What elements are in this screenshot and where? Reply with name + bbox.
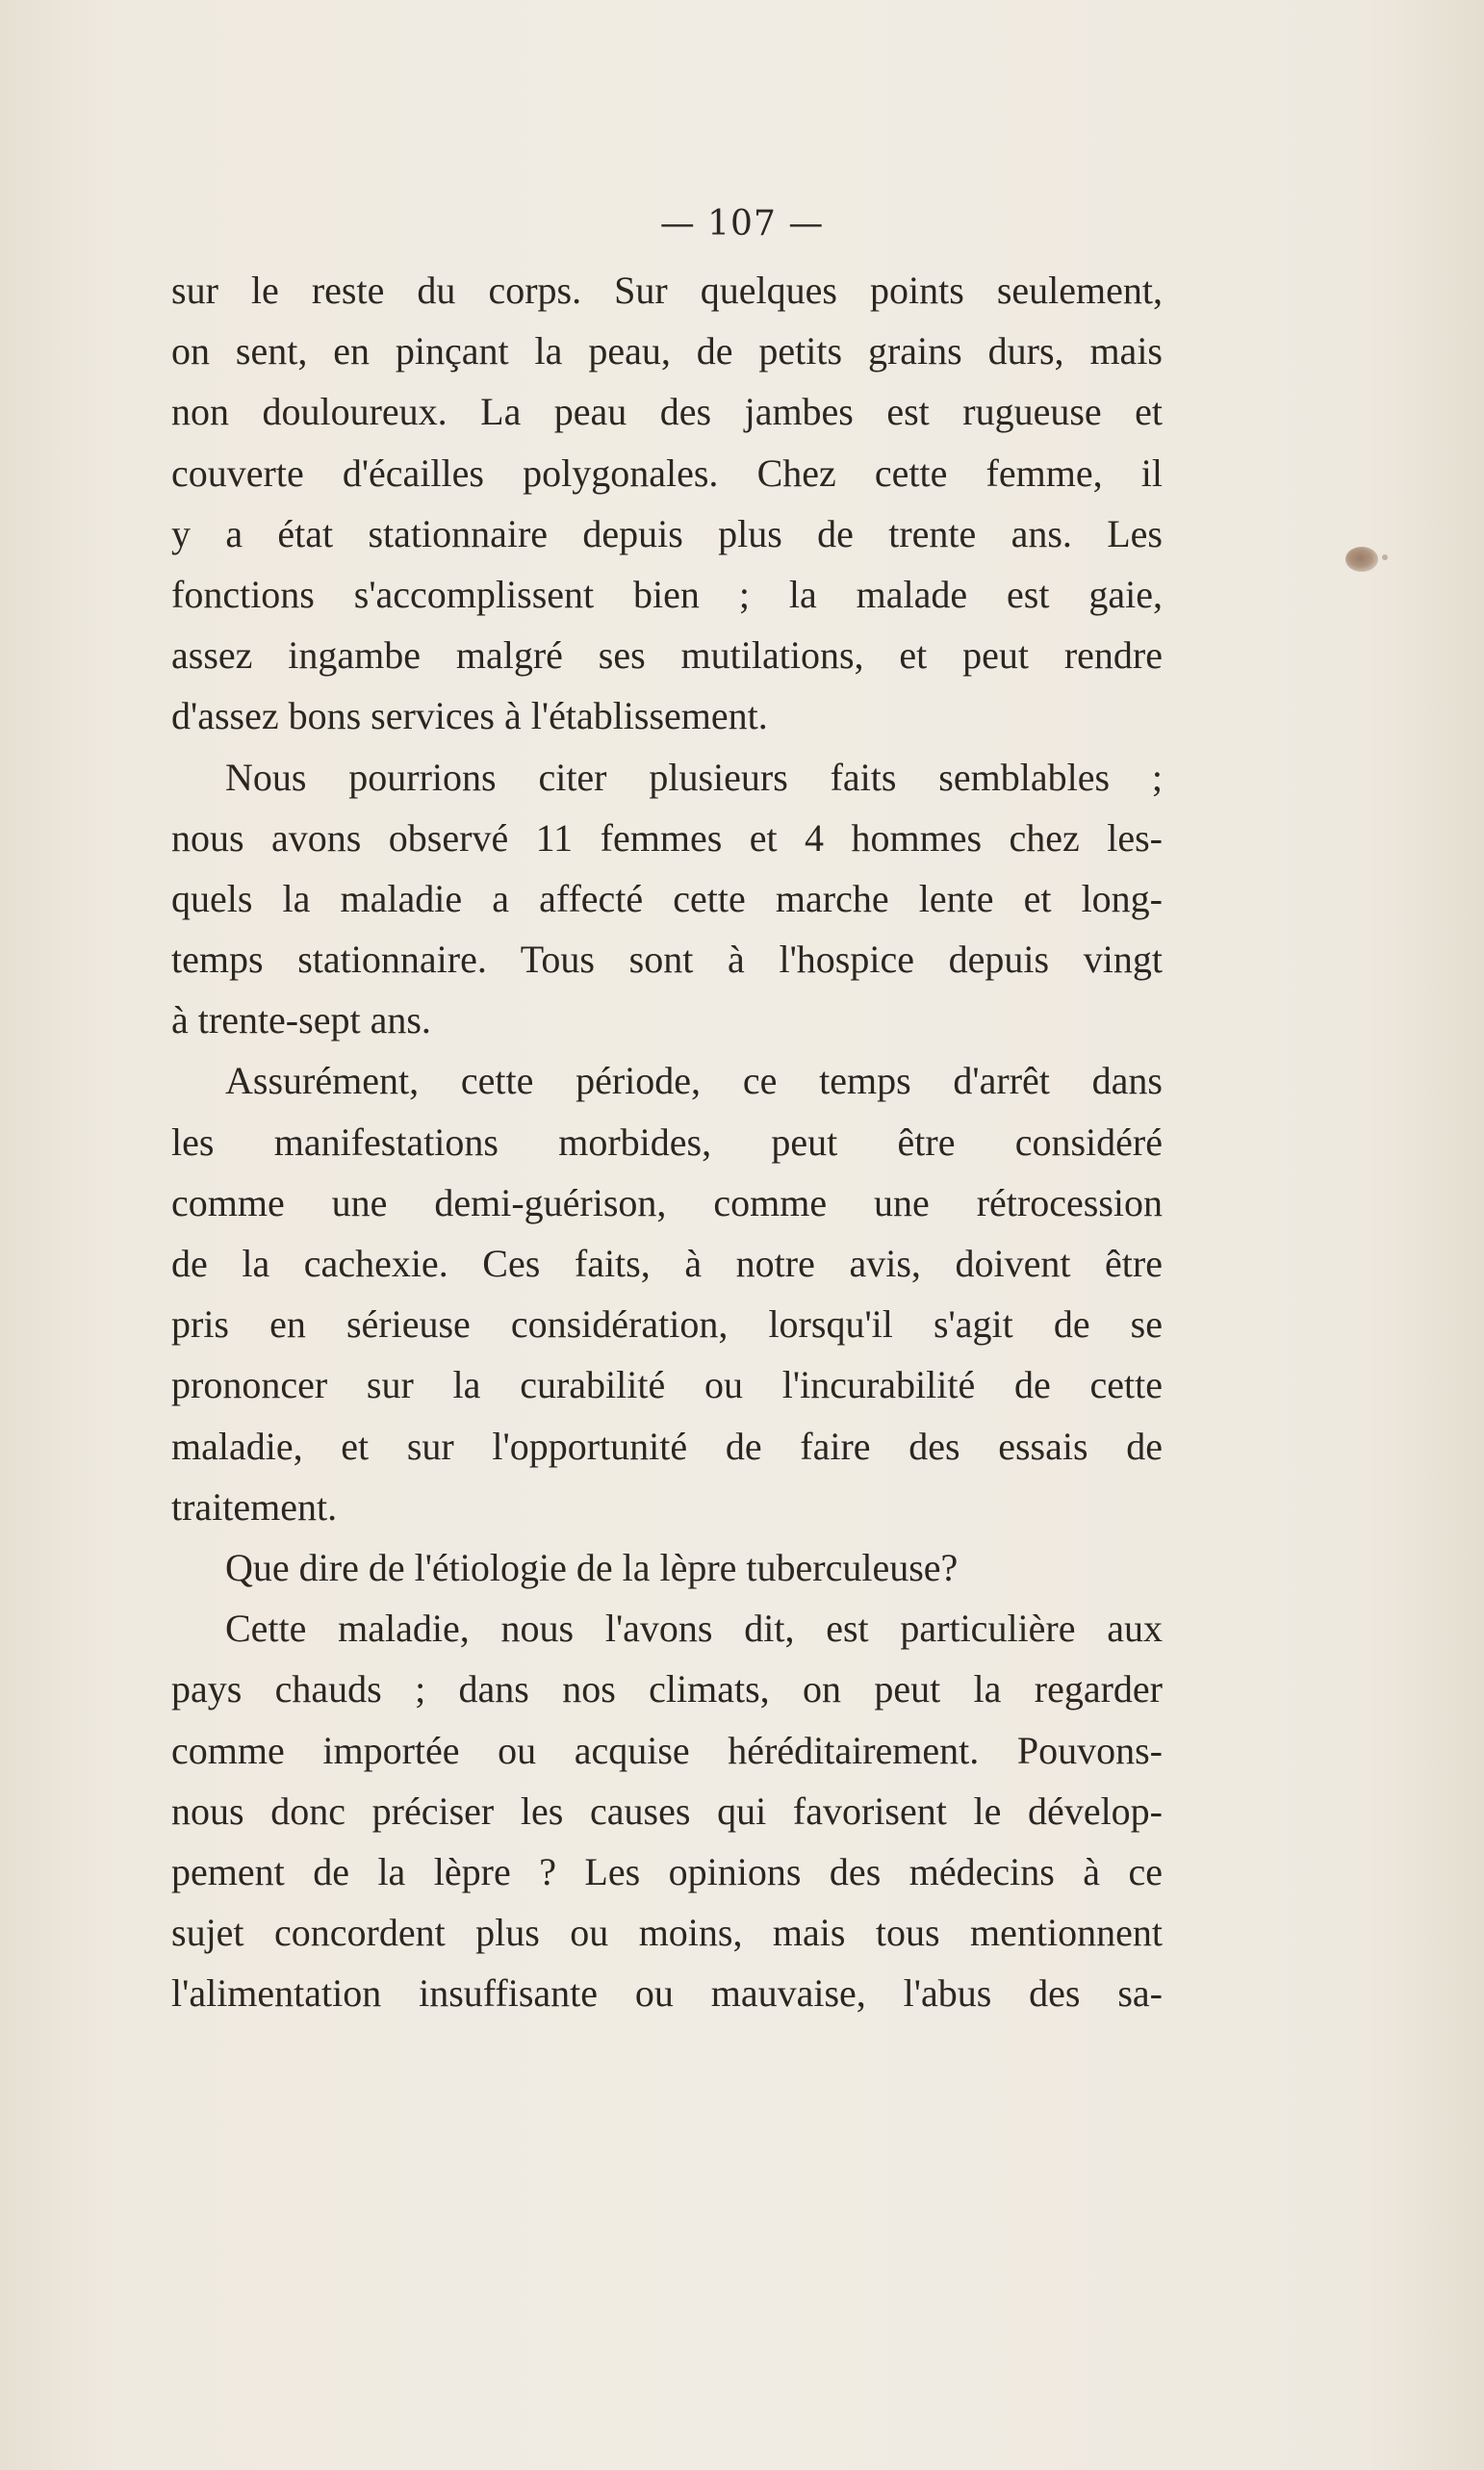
text-line: nous avons observé 11 femmes et 4 hommes chez les- xyxy=(171,815,1163,860)
text-line: y a état stationnaire depuis plus de trente ans. Les xyxy=(171,511,1163,555)
text-line: à trente-sept ans. xyxy=(171,998,431,1042)
text-line: comme une demi-guérison, comme une rétrocession xyxy=(171,1180,1163,1224)
text-line: quels la maladie a affecté cette marche lente et long- xyxy=(171,876,1163,920)
text-line: on sent, en pinçant la peau, de petits grains durs, mais xyxy=(171,329,1163,373)
text-line: sur le reste du corps. Sur quelques points seulement, xyxy=(171,269,1163,312)
text-line: pris en sérieuse considération, lorsqu'il s'agit de se xyxy=(171,1302,1163,1347)
foxing-spot xyxy=(1382,554,1388,560)
text-line: fonctions s'accomplissent bien ; la malade est gaie, xyxy=(171,572,1163,616)
text-line: couverte d'écailles polygonales. Chez cette femme, il xyxy=(171,450,1163,495)
text-line: maladie, et sur l'opportunité de faire des essais de xyxy=(171,1424,1163,1468)
text-line: prononcer sur la curabilité ou l'incurabilité de cette xyxy=(171,1363,1163,1407)
text-line: l'alimentation insuffisante ou mauvaise, l'abus des sa- xyxy=(171,1971,1163,2016)
text-line: traitement. xyxy=(171,1484,338,1529)
page-body-text xyxy=(171,260,1163,2023)
text-line: comme importée ou acquise héréditairement. Pouvons- xyxy=(171,1728,1163,1772)
text-line: Assurément, cette période, ce temps d'arrêt dans xyxy=(225,1059,1163,1103)
text-line: nous donc préciser les causes qui favorisent le dévelop- xyxy=(171,1788,1163,1833)
text-line: pement de la lèpre ? Les opinions des médecins à ce xyxy=(171,1849,1163,1893)
text-line: d'assez bons services à l'établissement. xyxy=(171,694,768,738)
page-number: — 107 — xyxy=(659,204,825,244)
text-line: Cette maladie, nous l'avons dit, est particulière aux xyxy=(225,1607,1163,1651)
text-line: pays chauds ; dans nos climats, on peut la regarder xyxy=(171,1667,1163,1711)
text-line: les manifestations morbides, peut être considéré xyxy=(171,1119,1163,1164)
text-line: non douloureux. La peau des jambes est rugueuse et xyxy=(171,390,1163,434)
text-line: temps stationnaire. Tous sont à l'hospice depuis vingt xyxy=(171,938,1163,982)
text-line: assez ingambe malgré ses mutilations, et peut rendre xyxy=(171,633,1163,678)
text-line: Nous pourrions citer plusieurs faits semblables ; xyxy=(225,755,1163,799)
text-line: sujet concordent plus ou moins, mais tous mentionnent xyxy=(171,1911,1163,1955)
foxing-stain xyxy=(1345,547,1378,572)
text-line: de la cachexie. Ces faits, à notre avis, doivent être xyxy=(171,1242,1163,1285)
text-line: Que dire de l'étiologie de la lèpre tuberculeuse? xyxy=(225,1545,959,1589)
